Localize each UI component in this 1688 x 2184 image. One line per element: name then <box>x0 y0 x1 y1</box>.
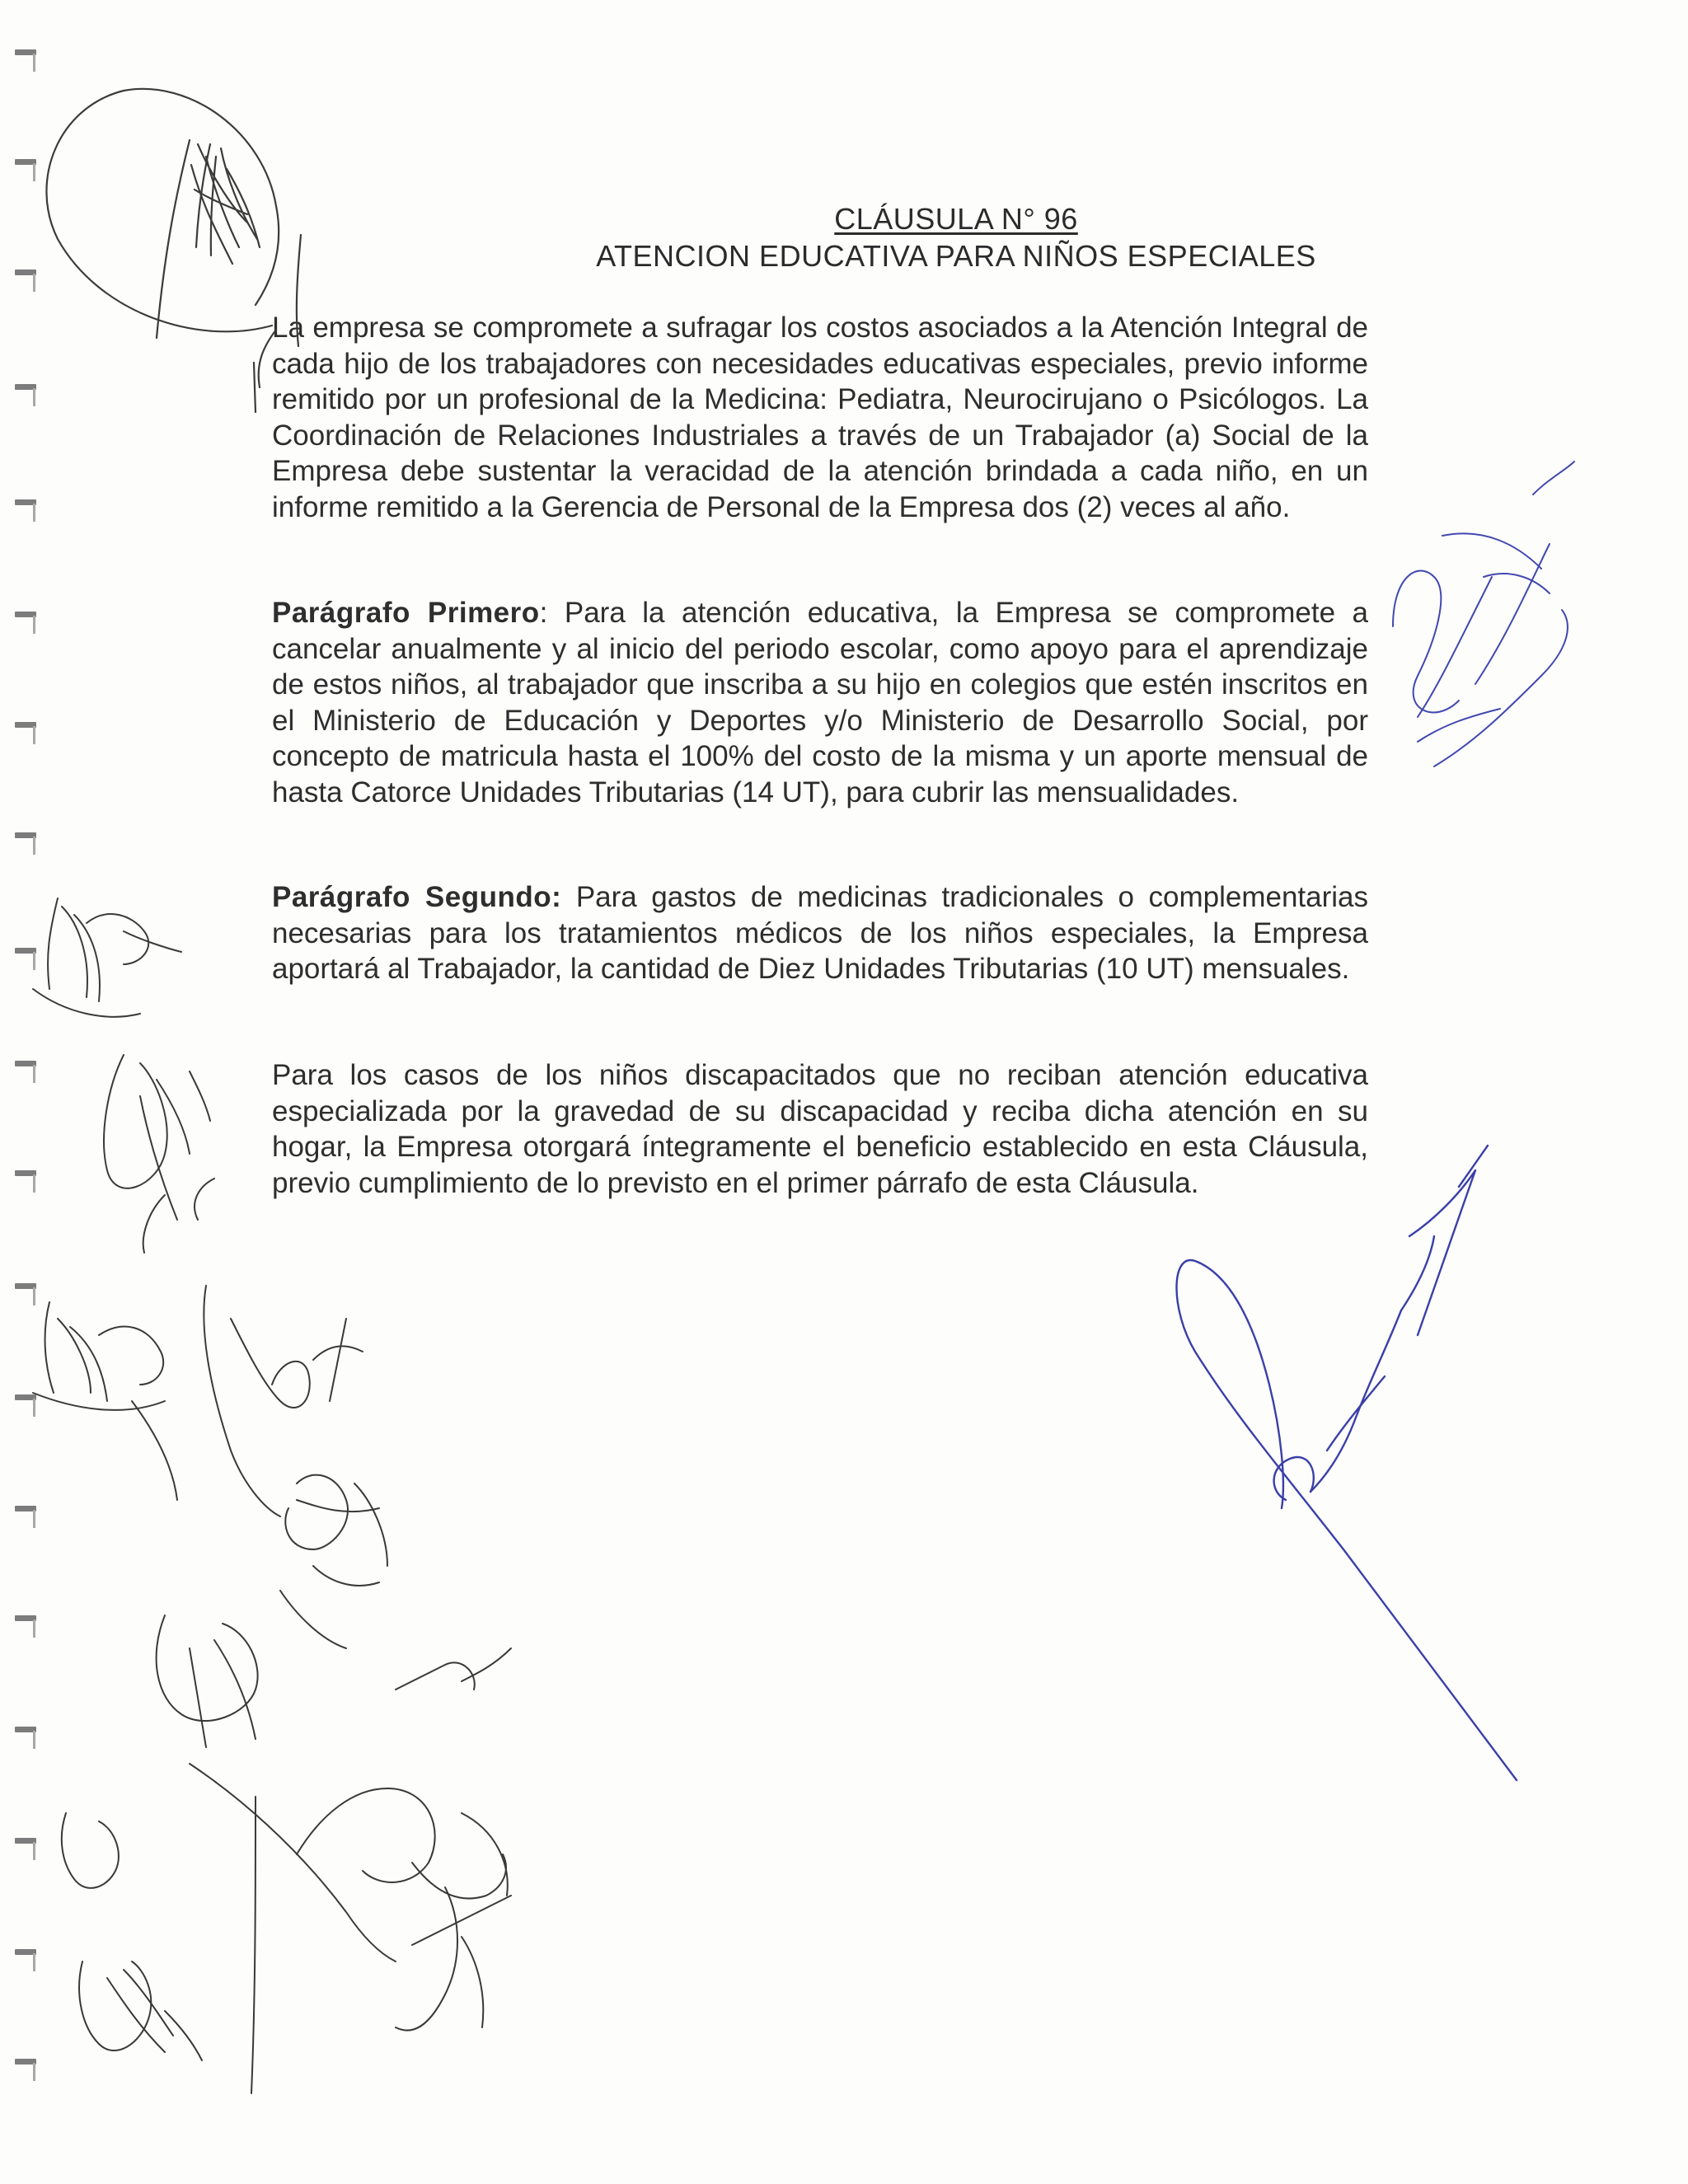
binder-mark <box>15 1949 36 1955</box>
clause-title: CLÁUSULA N° 96 <box>834 202 1078 236</box>
binder-mark <box>15 499 36 505</box>
binder-mark <box>15 384 36 390</box>
signature-left-cluster-lower <box>33 1286 511 2093</box>
binder-mark <box>15 612 36 617</box>
binder-mark <box>15 948 36 954</box>
clause-subtitle: ATENCION EDUCATIVA PARA NIÑOS ESPECIALES <box>596 239 1316 273</box>
signature-right-small <box>1393 462 1574 766</box>
paragraph-primero-lead: Parágrafo Primero <box>272 597 540 629</box>
paragraph-intro: La empresa se compromete a sufragar los costos asociados a la Atención Integral de cada hijo de los trabajadores con necesidades educativas especiales, previo informe remitido por un profesional de la Medicina: Pediatra, Neurocirujano o Psicólogos. La Coordinación de Relaciones Industriales a través de un Trabajador (a) Social de la Empresa debe sustentar la veracidad de la atención brindada a cada niño, en un informe remitido a la Gerencia de Personal de la Empresa dos (2) veces al año. <box>272 312 1368 523</box>
binder-mark <box>15 159 36 165</box>
paragraph-segundo-lead: Parágrafo Segundo: <box>272 881 562 913</box>
binder-mark <box>15 269 36 275</box>
paragraph-segundo <box>272 879 1368 987</box>
signature-right-large <box>1177 1146 1517 1780</box>
binder-hole-marks <box>15 0 48 2184</box>
binder-mark <box>15 722 36 728</box>
paragraph-primero-text: : Para la atención educativa, la Empresa se compromete a cancelar anualmente y al inicio del periodo escolar, como apoyo para el aprendizaje de estos niños, al trabajador que inscriba a su hijo en colegios que estén inscritos en el Ministerio de Educación y Deportes y/o Ministerio de Desarrollo Social, por concepto de matricula hasta el 100% del costo de la misma y un aporte mensual de hasta Catorce Unidades Tributarias (14 UT), para cubrir las mensualidades. <box>272 597 1368 808</box>
signature-left-cluster-mid <box>33 898 214 1253</box>
paragraph-primero <box>272 595 1368 810</box>
binder-mark <box>15 1170 36 1176</box>
binder-mark <box>15 1727 36 1732</box>
binder-mark <box>15 49 36 55</box>
binder-mark <box>15 1506 36 1511</box>
signature-top-left <box>46 89 301 412</box>
binder-mark <box>15 832 36 838</box>
binder-mark <box>15 1615 36 1621</box>
paragraph-discapacitados: Para los casos de los niños discapacitados que no reciban atención educativa especializada por la gravedad de su discapacidad y reciba dicha atención en su hogar, la Empresa otorgará íntegramente el beneficio establecido en esta Cláusula, previo cumplimiento de lo previsto en el primer párrafo de esta Cláusula. <box>272 1059 1368 1199</box>
binder-mark <box>15 1394 36 1400</box>
binder-mark <box>15 1061 36 1066</box>
paragraph-segundo-text: Para gastos de medicinas tradicionales o complementarias necesarias para los tratamientos médicos de los niños especiales, la Empresa aportará al Trabajador, la cantidad de Diez Unidades Tributarias (10 UT) mensuales. <box>272 881 1368 985</box>
binder-mark <box>15 1838 36 1844</box>
binder-mark <box>15 1283 36 1289</box>
binder-mark <box>15 2059 36 2064</box>
